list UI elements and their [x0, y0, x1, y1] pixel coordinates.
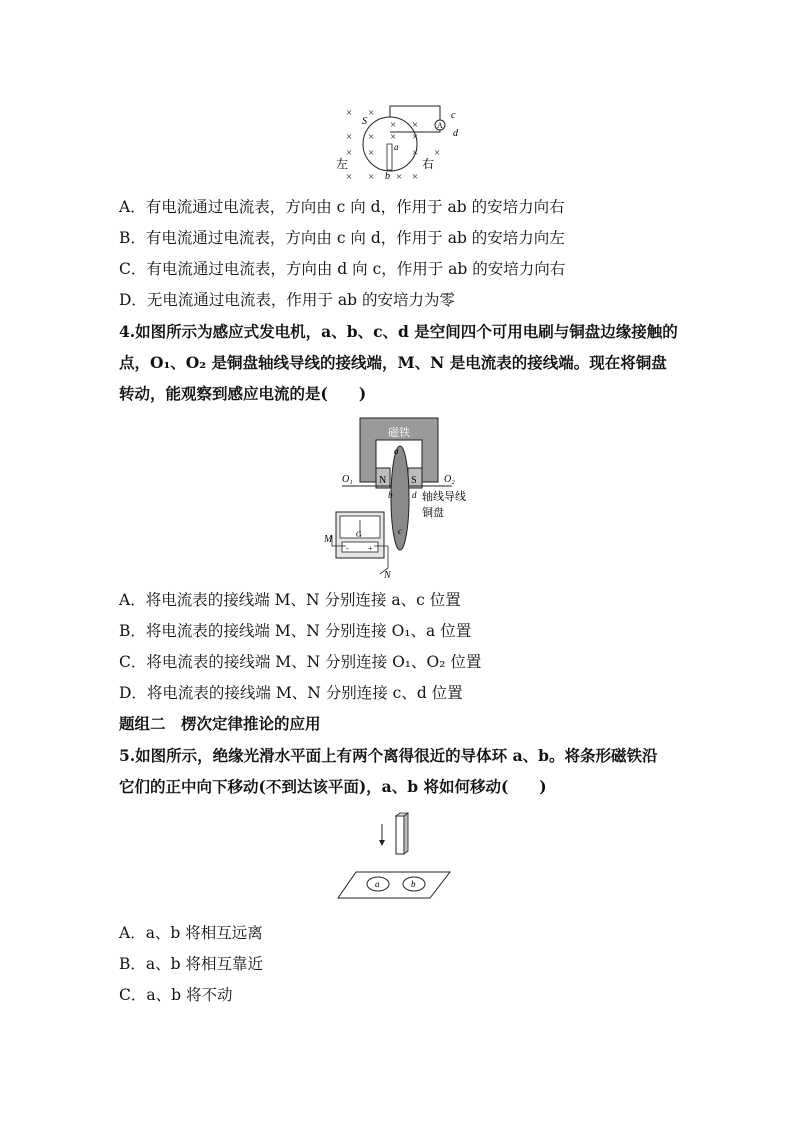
- q4-option-c: C．将电流表的接线端 M、N 分别连接 O₁、O₂ 位置: [119, 653, 482, 671]
- field-cross: ×: [434, 147, 441, 159]
- axis-wire-label: 轴线导线: [422, 491, 466, 503]
- label-a: a: [394, 142, 399, 152]
- label-b: b: [385, 171, 390, 182]
- figure-induction-generator: [318, 412, 478, 588]
- figure-disk-in-field: [334, 100, 464, 188]
- horizontal-plane: [338, 872, 450, 898]
- bar-magnet: [396, 816, 404, 854]
- q5-option-c: C．a、b 将不动: [119, 986, 233, 1004]
- ammeter-label: A: [437, 121, 443, 130]
- galvanometer-label: G: [356, 530, 362, 539]
- q5-option-a: A．a、b 将相互远离: [119, 924, 263, 942]
- field-cross: ×: [346, 147, 353, 159]
- q4-option-d: D．将电流表的接线端 M、N 分别连接 c、d 位置: [119, 684, 463, 702]
- south-pole-label: S: [411, 475, 417, 486]
- label-left: 左: [336, 157, 349, 171]
- q4-option-a: A．将电流表的接线端 M、N 分别连接 a、c 位置: [119, 591, 461, 609]
- q5-stem-line-1: 5.如图所示，绝缘光滑水平面上有两个离得很近的导体环 a、b。将条形磁铁沿: [119, 746, 658, 765]
- section-heading: 题组二 楞次定律推论的应用: [119, 714, 321, 733]
- field-cross: ×: [346, 171, 353, 183]
- q3-option-a: A．有电流通过电流表，方向由 c 向 d，作用于 ab 的安培力向右: [119, 198, 565, 216]
- bar-magnet-side: [404, 813, 408, 854]
- q4-stem-line-2: 点，O₁、O₂ 是铜盘轴线导线的接线端，M、N 是电流表的接线端。现在将铜盘: [119, 353, 667, 372]
- q5-option-b: B．a、b 将相互靠近: [119, 955, 263, 973]
- field-cross: ×: [368, 131, 375, 143]
- label-O1: O₁: [342, 474, 353, 485]
- field-cross: ×: [412, 171, 419, 183]
- q3-option-d: D．无电流通过电流表，作用于 ab 的安培力为零: [119, 291, 455, 309]
- figure-magnet-rings: [334, 812, 454, 902]
- copper-disk-label: 铜盘: [422, 507, 444, 519]
- field-cross: ×: [346, 107, 353, 119]
- north-pole-label: N: [379, 475, 387, 486]
- radial-conductor-ab: [387, 144, 392, 170]
- terminal-minus: -: [346, 544, 349, 553]
- ring-b-label: b: [411, 879, 416, 889]
- terminal-N-label: N: [384, 570, 391, 581]
- field-cross: ×: [346, 131, 353, 143]
- label-d: d: [453, 128, 458, 139]
- arrow-head-icon: [379, 840, 385, 846]
- magnet-label: 磁铁: [388, 427, 410, 439]
- field-cross: ×: [368, 147, 375, 159]
- q4-option-b: B．将电流表的接线端 M、N 分别连接 O₁、a 位置: [119, 622, 472, 640]
- label-c: c: [451, 110, 456, 121]
- field-cross: ×: [368, 171, 375, 183]
- field-cross: ×: [390, 131, 397, 143]
- label-b: b: [388, 490, 393, 500]
- label-O2: O₂: [444, 474, 455, 485]
- label-c: c: [398, 526, 402, 536]
- field-cross: ×: [396, 171, 403, 183]
- q3-option-b: B．有电流通过电流表，方向由 c 向 d，作用于 ab 的安培力向左: [119, 229, 565, 247]
- figure-disk-in-field-svg: [334, 100, 464, 188]
- field-cross: ×: [412, 119, 419, 131]
- q5-stem-line-2: 它们的正中向下移动(不到达该平面)，a、b 将如何移动( ): [119, 777, 547, 796]
- field-cross: ×: [390, 119, 397, 131]
- field-cross: ×: [368, 107, 375, 119]
- q3-option-c: C．有电流通过电流表，方向由 d 向 c，作用于 ab 的安培力向右: [119, 260, 566, 278]
- figure-induction-generator-svg: [318, 412, 478, 588]
- ring-a-label: a: [375, 879, 380, 889]
- figure-magnet-rings-svg: [334, 812, 454, 902]
- label-S: S: [362, 116, 367, 127]
- label-right: 右: [422, 157, 435, 171]
- q4-stem-line-3: 转动，能观察到感应电流的是( ): [119, 384, 367, 403]
- field-cross: ×: [412, 131, 419, 143]
- label-d: d: [412, 490, 417, 500]
- terminal-M-label: M: [324, 534, 333, 545]
- terminal-plus: +: [368, 544, 373, 553]
- label-a: a: [394, 446, 399, 456]
- q4-stem-line-1: 4.如图所示为感应式发电机，a、b、c、d 是空间四个可用电刷与铜盘边缘接触的: [119, 322, 678, 341]
- field-cross: ×: [412, 147, 419, 159]
